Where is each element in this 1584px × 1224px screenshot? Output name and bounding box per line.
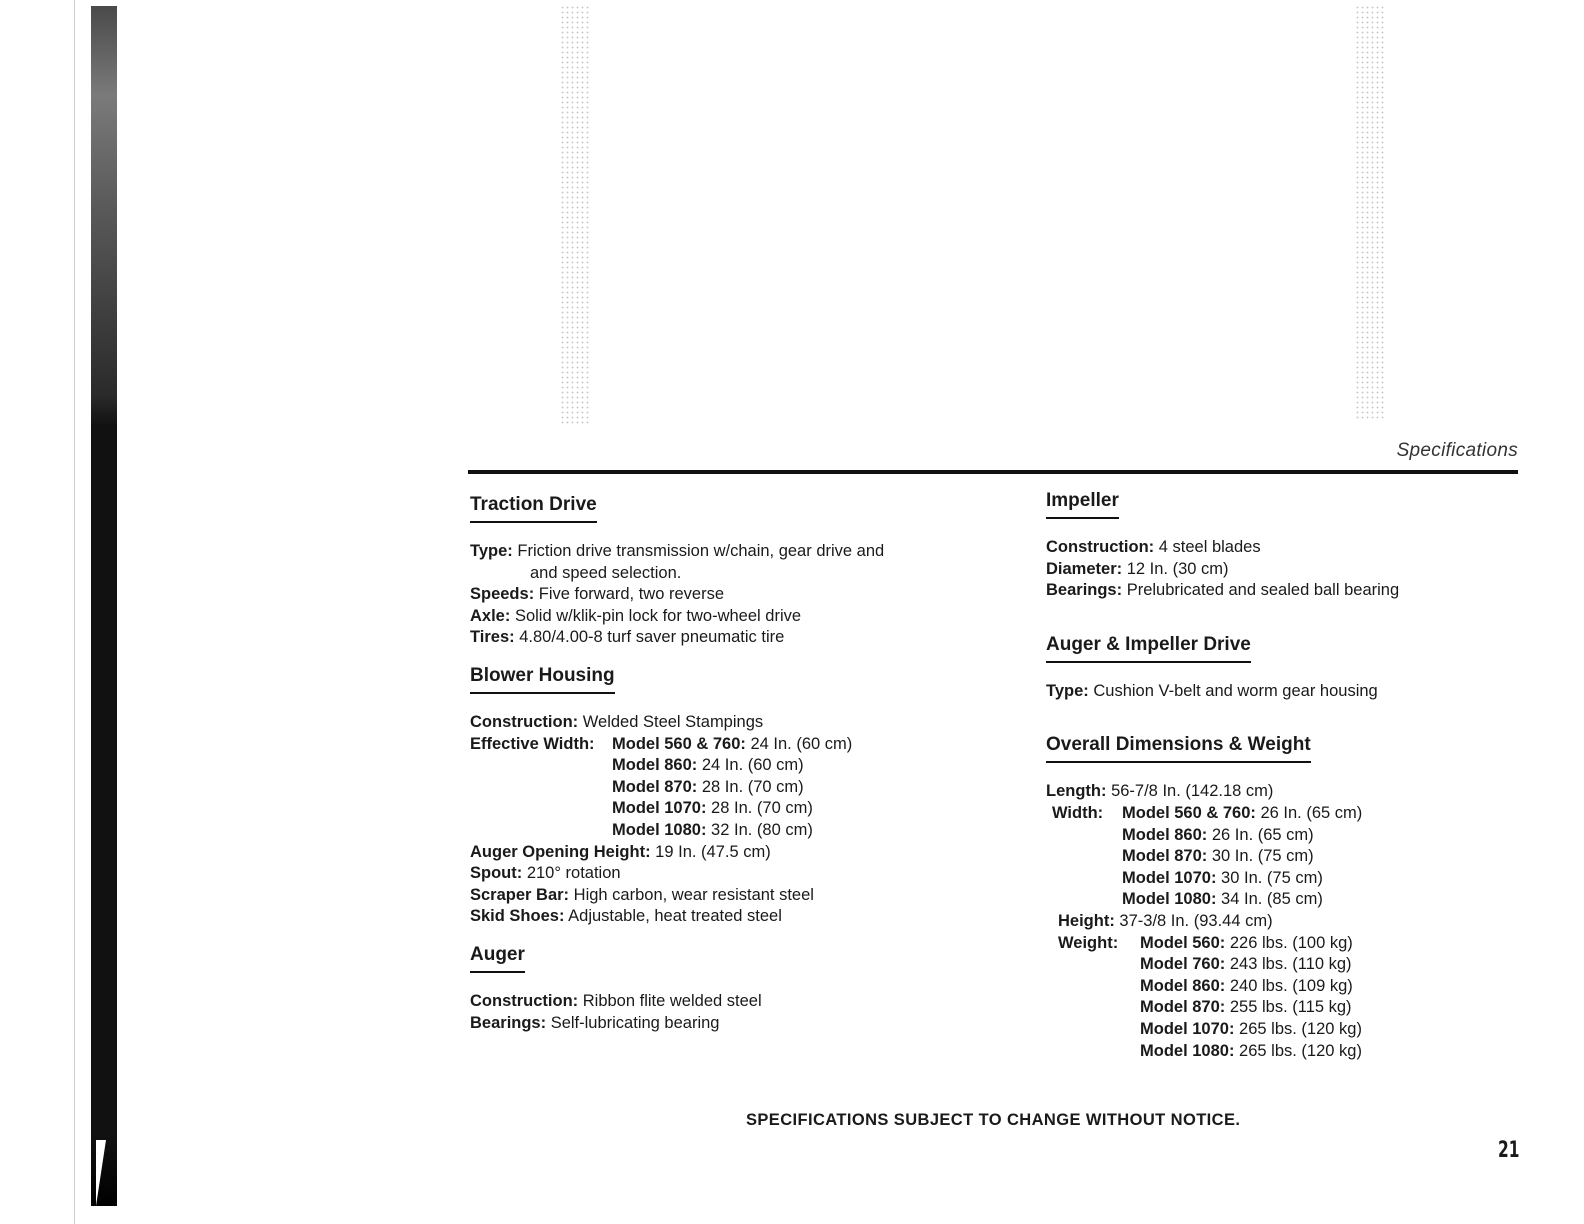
auger-section xyxy=(470,944,990,1034)
dimensions-length: Length: 56-7/8 In. (142.18 cm) xyxy=(1046,782,1274,801)
blower-width-row: Model 860: 24 In. (60 cm) xyxy=(612,756,804,775)
auger-impeller-drive-title: Auger & Impeller Drive xyxy=(1046,634,1251,663)
dimensions-weight-row: Model 1070: 265 lbs. (120 kg) xyxy=(1140,1019,1362,1038)
traction-type-cont: and speed selection. xyxy=(530,563,682,582)
page-edge-line xyxy=(74,0,75,1224)
page-number: 21 xyxy=(1498,1138,1520,1163)
right-column xyxy=(1046,490,1516,1078)
impeller-section xyxy=(1046,490,1516,602)
blower-housing-title: Blower Housing xyxy=(470,665,615,694)
halftone-artifact xyxy=(560,5,590,425)
dimensions-weight-row: Model 760: 243 lbs. (110 kg) xyxy=(1140,955,1352,974)
auger-impeller-drive-section xyxy=(1046,634,1516,703)
blower-width-row: Model 1080: 32 In. (80 cm) xyxy=(612,820,813,839)
binding-spine xyxy=(91,6,117,1206)
blower-construction: Construction: Welded Steel Stampings xyxy=(470,712,764,731)
impeller-title: Impeller xyxy=(1046,490,1119,519)
blower-scraper-bar: Scraper Bar: High carbon, wear resistant steel xyxy=(470,885,814,904)
traction-drive-section xyxy=(470,494,990,649)
blower-width-row: Model 1070: 28 In. (70 cm) xyxy=(612,799,813,818)
impeller-diameter: Diameter: 12 In. (30 cm) xyxy=(1046,559,1229,578)
blower-auger-opening: Auger Opening Height: 19 In. (47.5 cm) xyxy=(470,842,771,861)
drive-type: Type: Cushion V-belt and worm gear housing xyxy=(1046,681,1378,700)
dimensions-height: Height: 37-3/8 In. (93.44 cm) xyxy=(1058,911,1273,930)
dimensions-weight-row: Model 860: 240 lbs. (109 kg) xyxy=(1140,976,1353,995)
left-column xyxy=(470,494,990,1050)
dimensions-width-row: Model 1080: 34 In. (85 cm) xyxy=(1122,890,1323,909)
traction-tires: Tires: 4.80/4.00-8 turf saver pneumatic tire xyxy=(470,628,785,647)
dimensions-width-row: Width: Model 560 & 760: 26 In. (65 cm) xyxy=(1052,803,1363,822)
blower-spout: Spout: 210° rotation xyxy=(470,864,621,883)
change-notice: SPECIFICATIONS SUBJECT TO CHANGE WITHOUT NOTICE. xyxy=(746,1111,1241,1129)
blower-width-row: Effective Width: Model 560 & 760: 24 In. (60 cm) xyxy=(470,734,853,753)
auger-bearings: Bearings: Self-lubricating bearing xyxy=(470,1013,720,1032)
dimensions-width-row: Model 1070: 30 In. (75 cm) xyxy=(1122,868,1323,887)
halftone-artifact xyxy=(1355,5,1385,420)
auger-construction: Construction: Ribbon flite welded steel xyxy=(470,991,762,1010)
dimensions-width-row: Model 860: 26 In. (65 cm) xyxy=(1122,825,1314,844)
impeller-bearings: Bearings: Prelubricated and sealed ball bearing xyxy=(1046,581,1400,600)
impeller-construction: Construction: 4 steel blades xyxy=(1046,538,1261,556)
blower-housing-section xyxy=(470,665,990,928)
dimensions-weight-row: Weight: Model 560: 226 lbs. (100 kg) xyxy=(1058,933,1353,952)
traction-speeds: Speeds: Five forward, two reverse xyxy=(470,585,725,604)
traction-type: Type: Friction drive transmission w/chain, gear drive and xyxy=(470,542,885,560)
section-header-label: Specifications xyxy=(1396,440,1518,461)
auger-title: Auger xyxy=(470,944,525,973)
dimensions-section xyxy=(1046,734,1516,1062)
header-rule xyxy=(468,470,1518,474)
traction-axle: Axle: Solid w/klik-pin lock for two-wheel drive xyxy=(470,606,802,625)
blower-width-row: Model 870: 28 In. (70 cm) xyxy=(612,777,804,796)
dimensions-width-row: Model 870: 30 In. (75 cm) xyxy=(1122,847,1314,866)
dimensions-weight-row: Model 870: 255 lbs. (115 kg) xyxy=(1140,998,1352,1017)
dimensions-title: Overall Dimensions & Weight xyxy=(1046,734,1311,763)
blower-skid-shoes: Skid Shoes: Adjustable, heat treated steel xyxy=(470,907,782,926)
dimensions-weight-row: Model 1080: 265 lbs. (120 kg) xyxy=(1140,1041,1362,1060)
traction-drive-title: Traction Drive xyxy=(470,494,597,523)
